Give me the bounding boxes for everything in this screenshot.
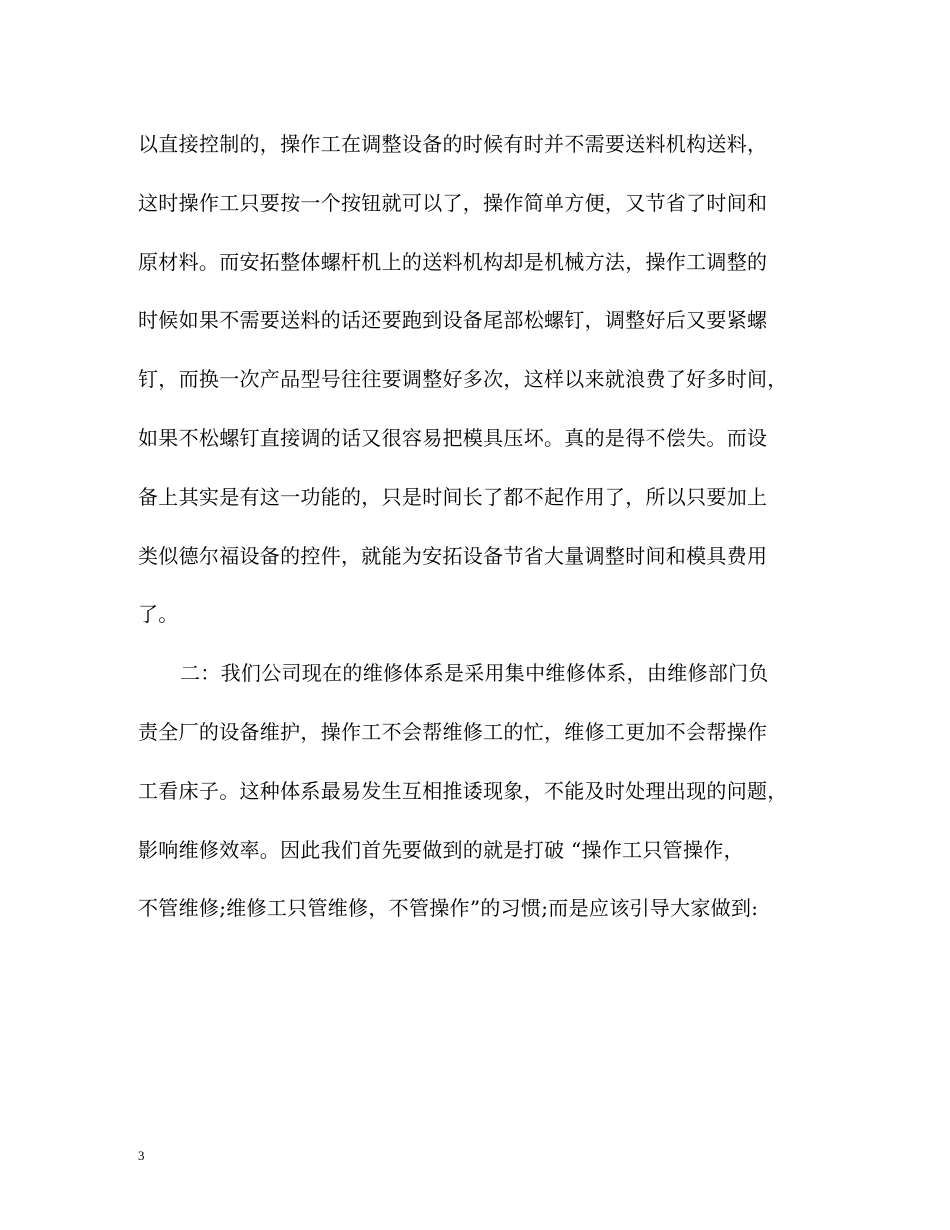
text-line: 影响维修效率。因此我们首先要做到的就是打破 “操作工只管操作， [138, 837, 744, 862]
text-line: 了。 [138, 602, 179, 627]
text-line: 这时操作工只要按一个按钮就可以了，操作简单方便，又节省了时间和 [138, 190, 768, 215]
text-line: 不管维修;维修工只管维修，不管操作”的习惯;而是应该引导大家做到: [138, 896, 759, 921]
text-line: 原材料。而安拓整体螺杆机上的送料机构却是机械方法，操作工调整的 [138, 249, 768, 274]
page-number: 3 [138, 1148, 145, 1163]
text-line: 备上其实是有这一功能的，只是时间长了都不起作用了，所以只要加上 [138, 484, 768, 509]
text-line: 类似德尔福设备的控件，就能为安拓设备节省大量调整时间和模具费用 [138, 543, 768, 568]
text-line: 责全厂的设备维护，操作工不会帮维修工的忙，维修工更加不会帮操作 [138, 719, 768, 744]
text-line: 以直接控制的，操作工在调整设备的时候有时并不需要送料机构送料， [138, 132, 768, 156]
paragraph-start-line: 二：我们公司现在的维修体系是采用集中维修体系，由维修部门负 [180, 661, 769, 686]
body-text [138, 122, 828, 945]
text-line: 工看床子。这种体系最易发生互相推诿现象，不能及时处理出现的问题， [138, 778, 788, 803]
text-line: 时候如果不需要送料的话还要跑到设备尾部松螺钉，调整好后又要紧螺 [138, 308, 768, 333]
text-line: 钉，而换一次产品型号往往要调整好多次，这样以来就浪费了好多时间， [138, 367, 788, 392]
text-line: 如果不松螺钉直接调的话又很容易把模具压坏。真的是得不偿失。而设 [138, 425, 768, 450]
